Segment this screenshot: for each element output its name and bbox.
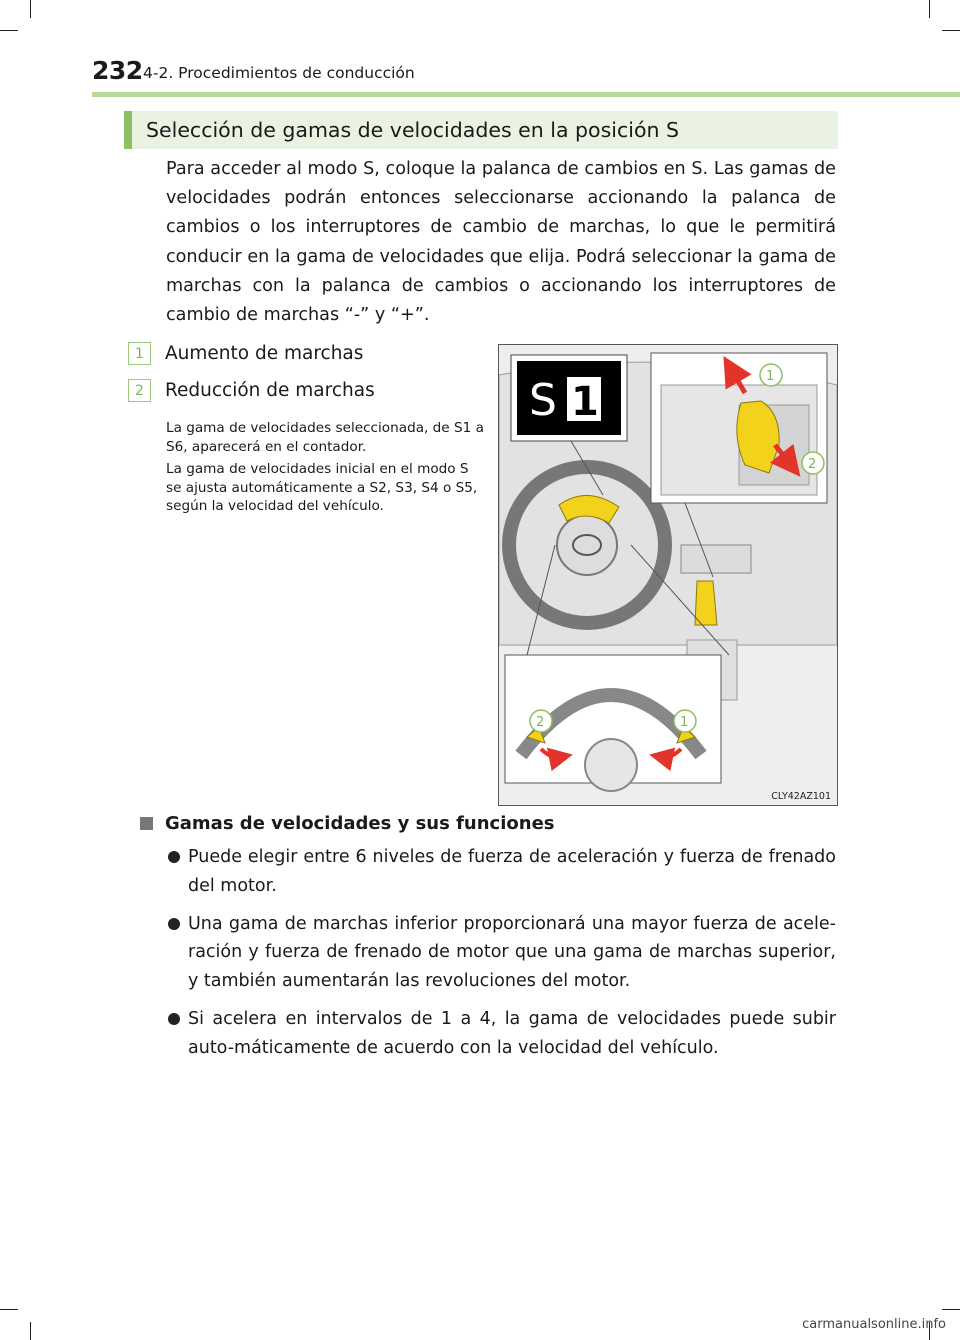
- paddle-marker-1: 1: [680, 715, 689, 730]
- paddle-marker-2: 2: [536, 715, 545, 730]
- list-item-text: Una gama de marchas inferior proporcionará una mayor fuerza de acele-ración y fuerza de frenado de motor que una gama de marchas superior, y también aumentarán las revoluciones del motor.: [188, 913, 836, 992]
- list-item: [166, 843, 836, 901]
- callout-downshift: [128, 379, 375, 402]
- crop-mark: [929, 0, 930, 18]
- bullet-dot-icon: [168, 918, 180, 930]
- shift-illustration-drawing: [499, 345, 837, 805]
- bullet-dot-icon: [168, 851, 180, 863]
- shift-illustration: [498, 344, 838, 806]
- shift-lever-icon: [695, 581, 717, 625]
- figure-code: CLY42AZ101: [771, 791, 831, 802]
- bullet-dot-icon: [168, 1013, 180, 1025]
- watermark: carmanualsonline.info: [802, 1317, 946, 1332]
- callout-label: Aumento de marchas: [165, 343, 364, 364]
- header-rule: [92, 92, 960, 97]
- crop-mark: [0, 30, 18, 31]
- crop-mark: [942, 30, 960, 31]
- list-item-text: Puede elegir entre 6 niveles de fuerza de aceleración y fuerza de frenado del motor.: [188, 847, 836, 896]
- note-initial-gear: La gama de velocidades inicial en el modo S se ajusta automáticamente a S2, S3, S4 o S5, según la velocidad del vehículo.: [166, 461, 478, 514]
- page-number: 232: [92, 56, 143, 85]
- callout-label: Reducción de marchas: [165, 380, 375, 401]
- callout-number: 2: [128, 379, 151, 402]
- figure-marker-1: 1: [766, 369, 775, 384]
- list-item-text: Si acelera en intervalos de 1 a 4, la gama de velocidades puede subir auto-máticamente de acuerdo con la velocidad del vehículo.: [188, 1008, 836, 1058]
- callout-upshift: [128, 342, 363, 365]
- crop-mark: [30, 0, 31, 18]
- intro-paragraph: Para acceder al modo S, coloque la palanca de cambios en S. Las gamas de velocidades podrán entonces seleccionarse accionando la palanca de cambios o los interruptores de cambio de marchas, lo que le permitirá conducir en la gama de velocidades que elija. Podrá seleccionar la gama de marchas con la palanca de cambios o accionando los interruptores de cambio de marchas “-” y “+”.: [166, 159, 836, 326]
- function-list: [166, 843, 836, 1072]
- crop-mark: [30, 1322, 31, 1340]
- note-gear-display: La gama de velocidades seleccionada, de S1 a S6, aparecerá en el contador.: [166, 420, 484, 455]
- section-heading-box: [124, 111, 838, 149]
- list-item: [166, 910, 836, 996]
- list-item: [166, 1005, 836, 1063]
- callout-number: 1: [128, 342, 151, 365]
- section-title: Selección de gamas de velocidades en la posición S: [146, 118, 680, 142]
- subsection-heading: [140, 813, 555, 834]
- square-bullet-icon: [140, 817, 153, 830]
- chapter-title: 4-2. Procedimientos de conducción: [143, 64, 415, 82]
- subsection-title: Gamas de velocidades y sus funciones: [165, 813, 555, 834]
- gear-display-digit: 1: [571, 379, 599, 425]
- crop-mark: [942, 1309, 960, 1310]
- figure-marker-2: 2: [808, 457, 817, 472]
- gear-display-letter: S: [529, 375, 557, 426]
- crop-mark: [0, 1309, 18, 1310]
